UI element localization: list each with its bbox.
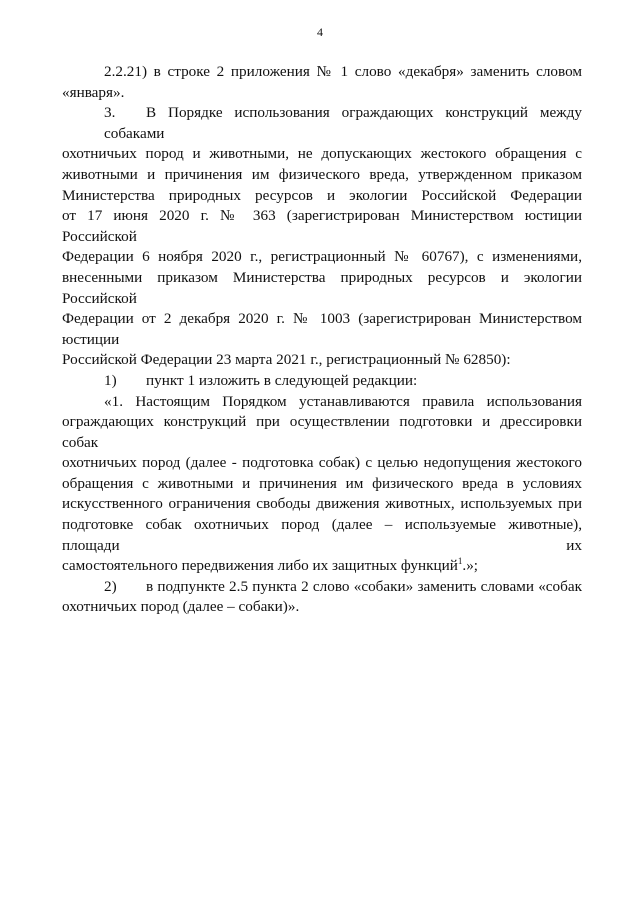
paragraph-line: охотничьих пород (далее - подготовка собак) с целью недопущения жестокого bbox=[62, 454, 582, 472]
document-body bbox=[62, 62, 582, 618]
paragraph-line: искусственного ограничения свободы движения животных, используемых при bbox=[62, 495, 582, 513]
paragraph-line: внесенными приказом Министерства природных ресурсов и экологии Российской bbox=[62, 268, 582, 307]
paragraph-2-2-21 bbox=[62, 62, 582, 103]
paragraph-item-2 bbox=[62, 577, 582, 618]
paragraph-line-text: В Порядке использования ограждающих конструкций между собаками bbox=[104, 104, 582, 142]
paragraph-line: Федерации от 2 декабря 2020 г. № 1003 (зарегистрирован Министерством юстиции bbox=[62, 310, 582, 348]
paragraph-line-text: пункт 1 изложить в следующей редакции: bbox=[146, 371, 418, 389]
paragraph-line: обращения с животными и причинения им физического вреда в условиях bbox=[62, 474, 582, 492]
paragraph-quoted-item-1 bbox=[62, 392, 582, 577]
page-number: 4 bbox=[317, 25, 323, 39]
paragraph-line: Федерации 6 ноября 2020 г., регистрационный № 60767), с изменениями, bbox=[62, 248, 582, 266]
paragraph-line: Министерства природных ресурсов и экологии Российской Федерации bbox=[62, 186, 582, 204]
paragraph-line: подготовке собак охотничьих пород (далее – используемые животные), площади их bbox=[62, 516, 582, 554]
paragraph-line-with-footnote bbox=[62, 556, 582, 577]
paragraph-line: 2.2.21) в строке 2 приложения № 1 слово «декабря» заменить словом bbox=[104, 63, 582, 80]
paragraph-item-1 bbox=[62, 371, 582, 392]
paragraph-line-with-number bbox=[62, 371, 582, 392]
paragraph-line: охотничьих пород (далее – собаки)». bbox=[62, 598, 300, 616]
paragraph-line: охотничьих пород и животными, не допускающих жестокого обращения с bbox=[62, 145, 582, 163]
paragraph-3 bbox=[62, 103, 582, 371]
paragraph-line: «1. Настоящим Порядком устанавливаются правила использования bbox=[104, 392, 582, 410]
paragraph-line: животными и причинения им физического вреда, утвержденном приказом bbox=[62, 165, 582, 183]
paragraph-number: 2) bbox=[104, 577, 117, 595]
paragraph-line-with-number bbox=[62, 577, 582, 598]
paragraph-line: Российской Федерации 23 марта 2021 г., регистрационный № 62850): bbox=[62, 351, 511, 369]
paragraph-line-with-number bbox=[62, 103, 582, 144]
paragraph-number: 3. bbox=[104, 104, 116, 122]
paragraph-line-text: самостоятельного передвижения либо их защитных функций bbox=[62, 557, 458, 575]
paragraph-line-tail: .»; bbox=[462, 557, 479, 575]
paragraph-line-text: в подпункте 2.5 пункта 2 слово «собаки» заменить словами «собак bbox=[146, 577, 582, 595]
footnote-mark: 1 bbox=[457, 556, 463, 567]
paragraph-number: 1) bbox=[104, 371, 117, 389]
paragraph-line: от 17 июня 2020 г. № 363 (зарегистрирован Министерством юстиции Российской bbox=[62, 207, 582, 245]
paragraph-line: «января». bbox=[62, 83, 125, 101]
paragraph-line: ограждающих конструкций при осуществлении подготовки и дрессировки собак bbox=[62, 413, 582, 451]
